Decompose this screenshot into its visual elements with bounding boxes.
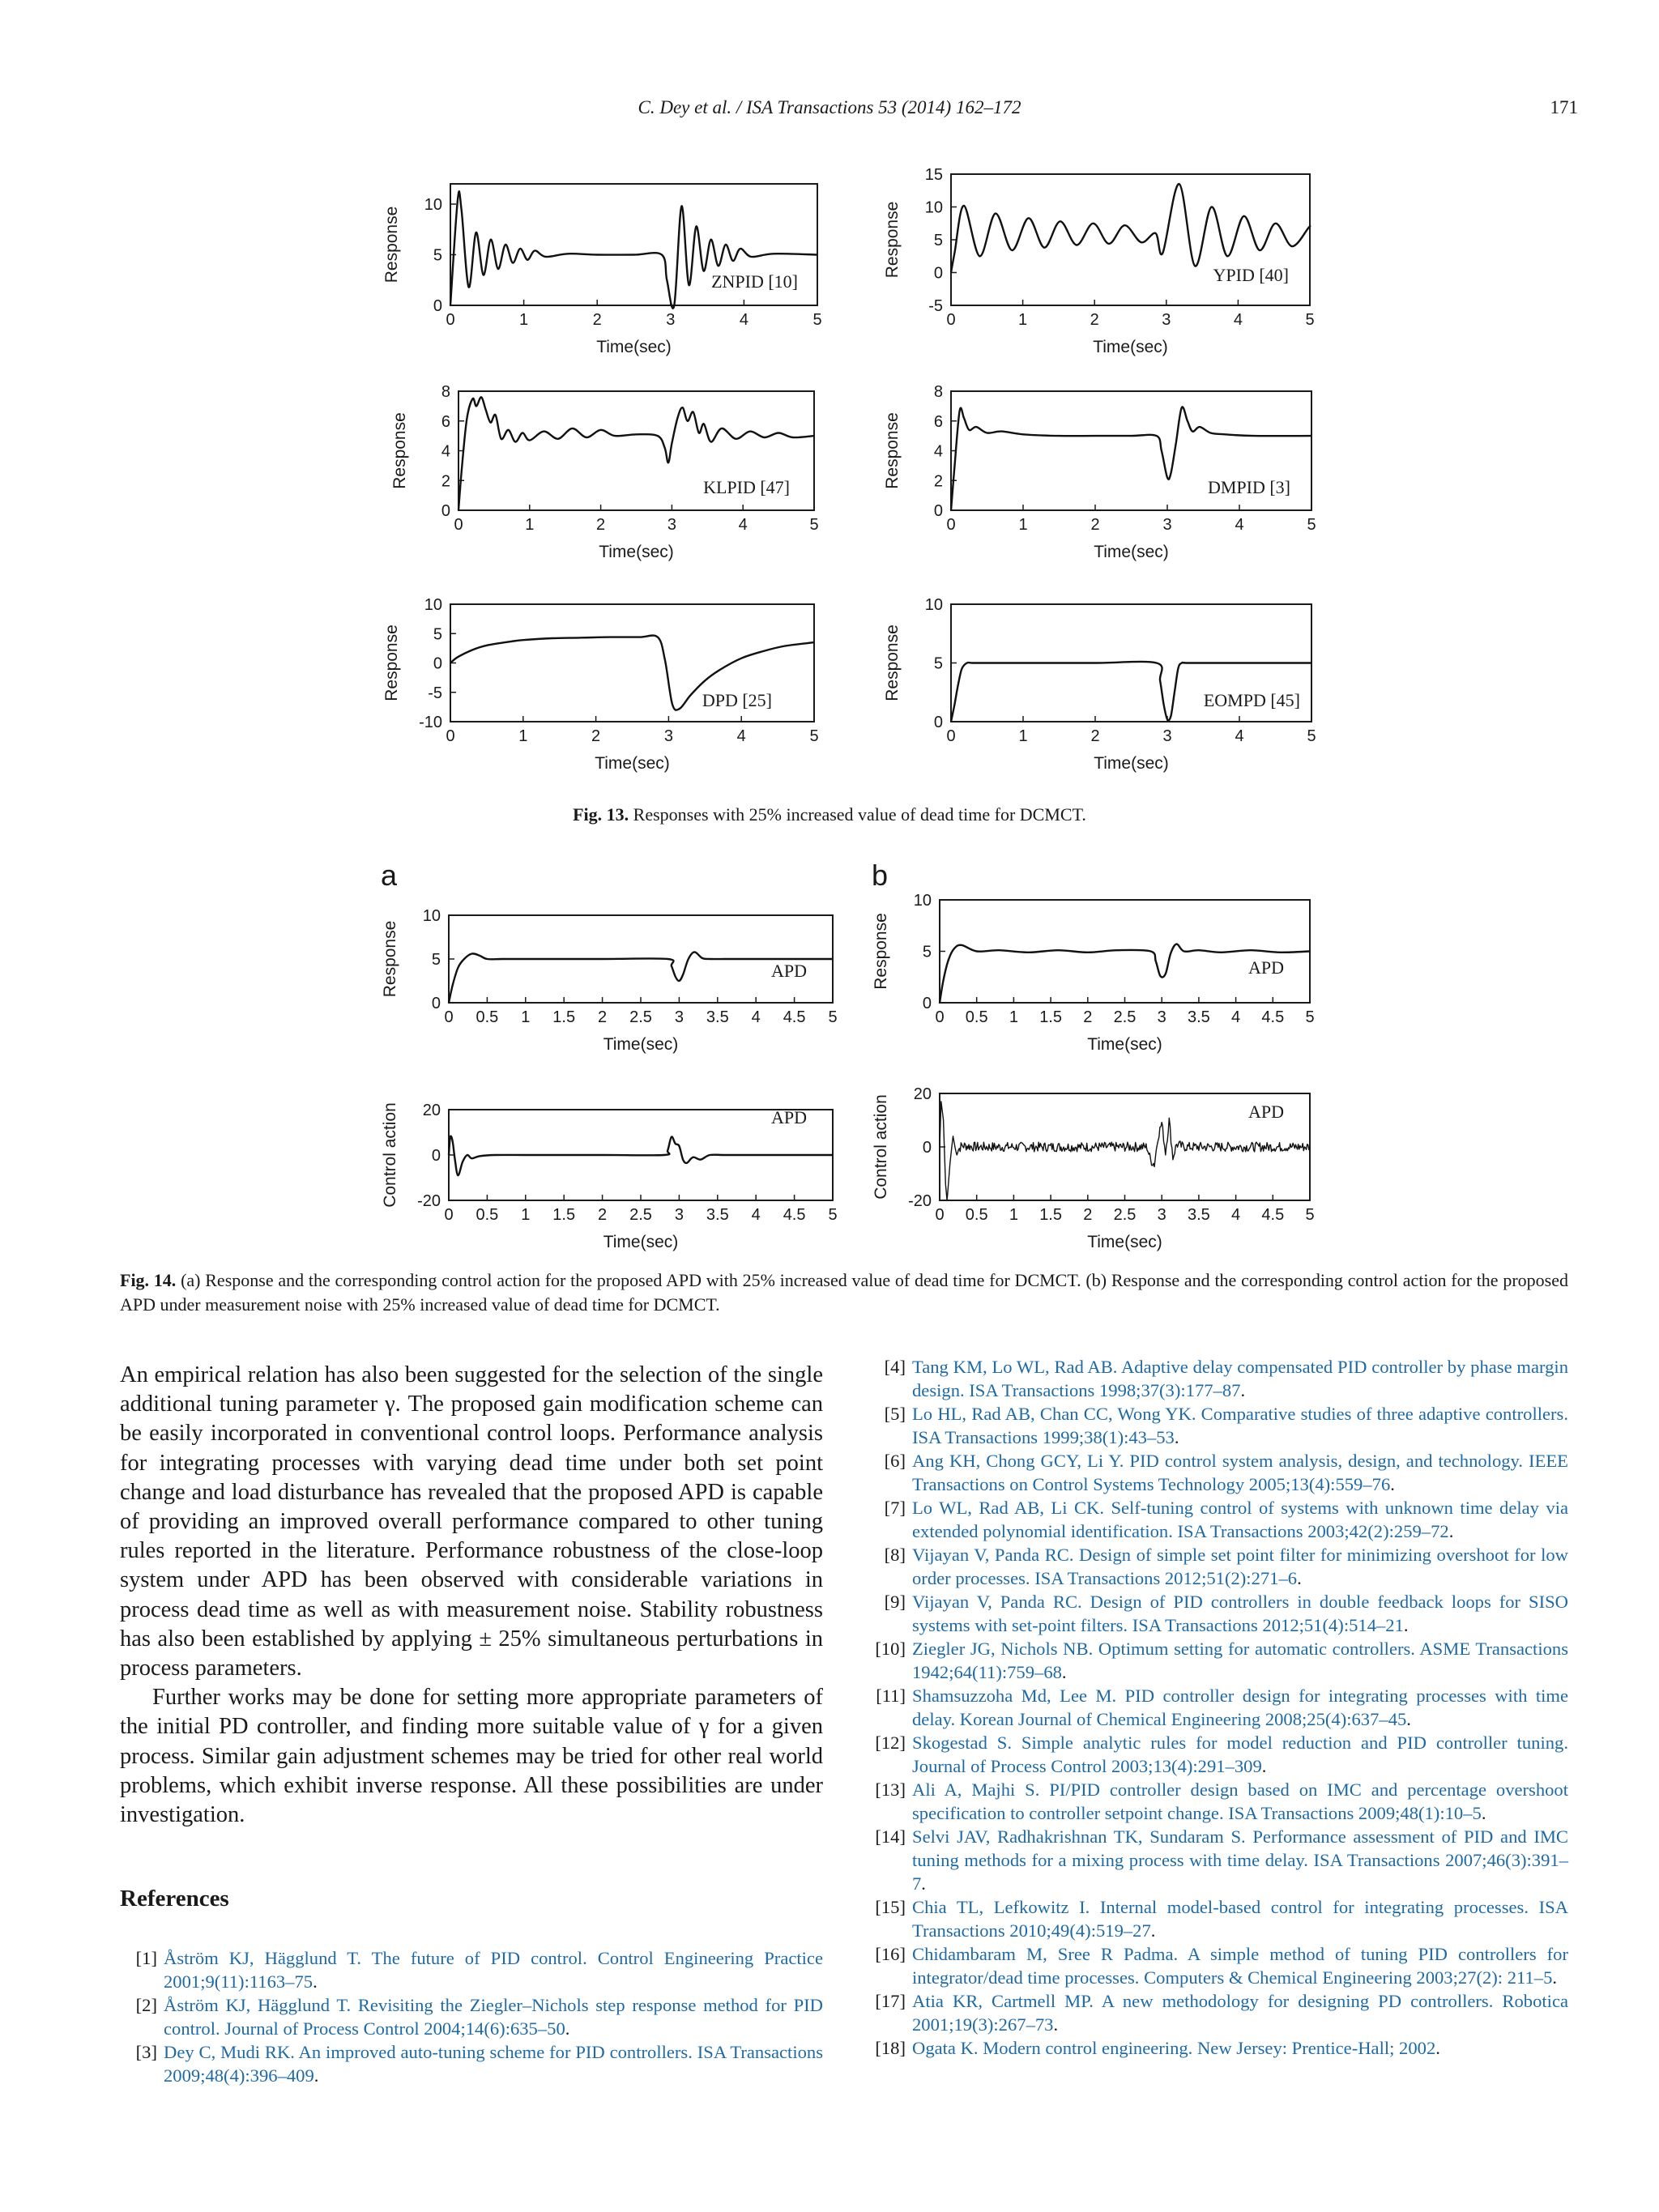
y-tick-label: 5 (433, 625, 442, 644)
x-tick-label: 4.5 (1261, 1008, 1285, 1026)
x-tick-label: 3 (1162, 727, 1172, 745)
reference-item (868, 2036, 1568, 2060)
reference-item (868, 1543, 1568, 1590)
x-axis-label: Time(sec) (1093, 338, 1168, 356)
y-tick-label: -20 (417, 1192, 441, 1210)
reference-item (868, 1895, 1568, 1942)
reference-tail: . (1297, 1568, 1302, 1588)
reference-item (868, 1778, 1568, 1825)
x-tick-label: 3.5 (1187, 1206, 1210, 1224)
fig13-caption (0, 804, 1659, 825)
x-tick-label: 2 (592, 311, 602, 329)
y-tick-label: 0 (433, 654, 442, 673)
y-axis-label: Response (883, 201, 902, 279)
y-tick-label: 5 (922, 943, 932, 961)
reference-link[interactable]: Selvi JAV, Radhakrishnan TK, Sundaram S. Performance assessment of PID and IMC tuning methods for a mixing process with time delay. ISA Transactions 2007;46(3):391–7 (912, 1826, 1568, 1894)
reference-tail: . (313, 1971, 318, 1992)
x-axis-label: Time(sec) (1094, 543, 1169, 561)
x-tick-label: 0 (935, 1206, 945, 1224)
x-tick-label: 3.5 (706, 1008, 729, 1026)
x-tick-label: 1 (521, 1206, 531, 1224)
x-tick-label: 1 (518, 727, 528, 745)
reference-number: [7] (884, 1498, 906, 1518)
body-paragraph-2: Further works may be done for setting more appropriate parameters of the initial PD controller, and finding more suitable value of γ for a given process. Similar gain adjustment schemes may be tried for other real world problems, which exhibit inverse response. All these possibilities are under investigation. (120, 1685, 823, 1828)
x-axis-label: Time(sec) (603, 1035, 679, 1054)
plot-title: DMPID [3] (1207, 477, 1290, 497)
x-tick-label: 5 (1307, 516, 1316, 534)
x-tick-label: 3 (674, 1206, 684, 1224)
x-axis-label: Time(sec) (1094, 754, 1169, 773)
reference-item (868, 1637, 1568, 1684)
x-tick-label: 1.5 (552, 1008, 576, 1026)
reference-link[interactable]: Ali A, Majhi S. PI/PID controller design based on IMC and percentage overshoot specification to controller setpoint change. ISA Transactions 2009;48(1):10–5 (912, 1779, 1568, 1823)
reference-tail: . (1448, 1521, 1454, 1541)
reference-tail: . (1435, 2038, 1440, 2058)
x-axis-label: Time(sec) (1087, 1035, 1162, 1054)
reference-number: [11] (876, 1686, 906, 1706)
y-tick-label: 15 (924, 166, 943, 184)
plot-title: EOMPD [45] (1203, 690, 1300, 710)
reference-link[interactable]: Chia TL, Lefkowitz I. Internal model-based control for integrating processes. ISA Transactions 2010;49(4):519–27 (912, 1897, 1568, 1941)
reference-tail: . (1150, 1920, 1156, 1941)
reference-number: [9] (884, 1592, 906, 1612)
y-tick-label: 10 (424, 596, 442, 614)
x-axis-label: Time(sec) (1087, 1233, 1162, 1251)
reference-number: [16] (875, 1944, 906, 1964)
x-tick-label: 5 (812, 311, 822, 329)
x-tick-label: 4.5 (783, 1008, 806, 1026)
x-tick-label: 3 (1157, 1008, 1166, 1026)
y-tick-label: 4 (933, 442, 943, 461)
x-tick-label: 1 (1018, 727, 1028, 745)
y-tick-label: 5 (933, 654, 943, 673)
body-paragraph-1: An empirical relation has also been suggested for the selection of the single additional tuning parameter γ. The proposed gain modification scheme can be easily incorporated in conventional control loops. Performance analysis for integrating processes with varying dead time under both set point change and load disturbance has revealed that the proposed APD is capable of providing an improved overall performance compared to other tuning rules reported in the literature. Performance robustness of the close-loop system under APD has been observed with considerable variations in process dead time as well as with measurement noise. Stability robustness has also been established by applying ± 25% simultaneous perturbations in process parameters. (120, 1362, 823, 1681)
x-tick-label: 0 (446, 311, 455, 329)
x-axis-label: Time(sec) (595, 754, 670, 773)
x-tick-label: 1.5 (552, 1206, 576, 1224)
y-tick-label: 10 (424, 196, 442, 214)
y-tick-label: 20 (422, 1102, 441, 1119)
references-list-right (868, 1355, 1568, 2060)
x-tick-label: 2 (1083, 1206, 1093, 1224)
y-tick-label: 5 (431, 951, 441, 969)
y-axis-label: Response (872, 913, 890, 990)
reference-item (868, 1942, 1568, 1989)
reference-tail: . (313, 2065, 319, 2086)
reference-number: [17] (875, 1991, 906, 2011)
x-tick-label: 5 (828, 1008, 838, 1026)
x-tick-label: 4 (1235, 516, 1244, 534)
y-tick-label: 6 (441, 412, 450, 431)
fig14-panel-a-label: a (381, 859, 398, 892)
x-tick-label: 0 (946, 516, 956, 534)
x-axis-label: Time(sec) (599, 543, 674, 561)
plot-title: APD (770, 961, 807, 981)
reference-link[interactable]: Skogestad S. Simple analytic rules for model reduction and PID controller tuning. Journal of Process Control 2003;13(4):291–309 (912, 1733, 1568, 1776)
y-axis-label: Response (883, 412, 902, 489)
y-tick-label: 10 (422, 907, 441, 925)
plot-title: APD (770, 1107, 807, 1127)
fig14-caption-label: Fig. 14. (120, 1270, 177, 1290)
y-tick-label: 8 (933, 383, 943, 401)
reference-item (868, 1402, 1568, 1449)
reference-number: [6] (884, 1451, 906, 1471)
y-tick-label: 0 (933, 502, 943, 520)
plot-title: YPID [40] (1213, 265, 1289, 285)
x-tick-label: 0 (444, 1206, 454, 1224)
x-tick-label: 2.5 (1113, 1206, 1137, 1224)
x-tick-label: 4 (736, 727, 746, 745)
x-tick-label: 4.5 (783, 1206, 806, 1224)
reference-item (868, 1825, 1568, 1895)
y-tick-label: -10 (419, 714, 442, 731)
x-tick-label: 0.5 (476, 1008, 499, 1026)
y-axis-label: Control action (381, 1102, 399, 1208)
reference-number: [13] (875, 1779, 906, 1800)
x-tick-label: 1 (519, 311, 529, 329)
reference-item (120, 1946, 823, 1993)
y-axis-label: Control action (872, 1094, 890, 1200)
x-tick-label: 3 (1157, 1206, 1166, 1224)
y-tick-label: 8 (441, 383, 450, 401)
x-tick-label: 0 (935, 1008, 945, 1026)
x-tick-label: 4 (738, 516, 748, 534)
reference-link[interactable]: Chidambaram M, Sree R Padma. A simple method of tuning PID controllers for integrator/dead time processes. Computers & Chemical Engineering 2003;27(2): 211–5 (912, 1944, 1568, 1988)
reference-tail: . (1053, 2014, 1059, 2035)
x-tick-label: 0.5 (965, 1206, 988, 1224)
reference-link[interactable]: Åström KJ, Hägglund T. The future of PID control. Control Engineering Practice 2001;9(11):1163–75 (164, 1948, 823, 1992)
x-tick-label: 3 (1162, 311, 1171, 329)
references-heading: References (120, 1886, 229, 1912)
x-tick-label: 4.5 (1261, 1206, 1285, 1224)
x-tick-label: 2.5 (629, 1008, 652, 1026)
x-tick-label: 4 (739, 311, 748, 329)
reference-link[interactable]: Shamsuzzoha Md, Lee M. PID controller design for integrating processes with time delay. Korean Journal of Chemical Engineering 2008;25(4):637–45 (912, 1686, 1568, 1729)
reference-number: [8] (884, 1545, 906, 1565)
y-tick-label: -20 (908, 1192, 932, 1210)
x-tick-label: 4 (1233, 311, 1243, 329)
y-axis-label: Response (883, 624, 902, 701)
y-tick-label: 0 (431, 995, 441, 1012)
reference-item (868, 1449, 1568, 1496)
reference-tail: . (1261, 1756, 1267, 1776)
reference-link[interactable]: Åström KJ, Hägglund T. Revisiting the Ziegler–Nichols step response method for PID control. Journal of Process Control 2004;14(6):635–50 (164, 1995, 823, 2039)
x-tick-label: 0.5 (965, 1008, 988, 1026)
running-header: C. Dey et al. / ISA Transactions 53 (2014) 162–172 (638, 97, 1021, 117)
reference-link[interactable]: Lo WL, Rad AB, Li CK. Self-tuning control of systems with unknown time delay via extended polynomial identification. ISA Transactions 2003;42(2):259–72 (912, 1498, 1568, 1541)
fig13-caption-label: Fig. 13. (573, 804, 629, 825)
x-tick-label: 2 (1090, 516, 1100, 534)
y-tick-label: -5 (428, 684, 442, 702)
reference-tail: . (1481, 1803, 1486, 1823)
x-tick-label: 0 (446, 727, 455, 745)
x-tick-label: 5 (828, 1206, 838, 1224)
reference-number: [12] (875, 1733, 906, 1753)
plot-title: APD (1247, 1102, 1284, 1122)
x-tick-label: 2 (591, 727, 601, 745)
reference-link[interactable]: Ogata K. Modern control engineering. New Jersey: Prentice-Hall; 2002 (912, 2038, 1436, 2058)
x-tick-label: 2 (1083, 1008, 1093, 1026)
y-tick-label: 0 (922, 1139, 932, 1157)
x-tick-label: 0 (444, 1008, 454, 1026)
reference-number: [10] (875, 1639, 906, 1659)
x-tick-label: 2 (598, 1008, 608, 1026)
reference-number: [15] (875, 1897, 906, 1917)
x-tick-label: 0 (454, 516, 463, 534)
x-tick-label: 5 (809, 516, 819, 534)
x-tick-label: 1 (1018, 516, 1028, 534)
y-tick-label: 2 (933, 472, 943, 491)
x-tick-label: 3.5 (706, 1206, 729, 1224)
y-tick-label: 2 (441, 472, 450, 491)
x-axis-label: Time(sec) (603, 1233, 679, 1251)
y-tick-label: 0 (441, 502, 450, 520)
reference-link[interactable]: Vijayan V, Panda RC. Design of PID controllers in double feedback loops for SISO systems with set-point filters. ISA Transactions 2012;51(4):514–21 (912, 1592, 1568, 1635)
reference-link[interactable]: Ziegler JG, Nichols NB. Optimum setting for automatic controllers. ASME Transactions 1942;64(11):759–68 (912, 1639, 1568, 1682)
reference-tail: . (1240, 1380, 1246, 1400)
x-tick-label: 3 (1162, 516, 1172, 534)
x-tick-label: 0 (946, 727, 956, 745)
x-tick-label: 1.5 (1039, 1206, 1063, 1224)
x-tick-label: 3 (666, 311, 676, 329)
plot-title: APD (1247, 957, 1284, 978)
conclusion-text (120, 1361, 823, 1830)
reference-item (868, 1989, 1568, 2036)
x-tick-label: 5 (1305, 311, 1315, 329)
series-line (951, 184, 1310, 272)
reference-link[interactable]: Ang KH, Chong GCY, Li Y. PID control system analysis, design, and technology. IEEE Transactions on Control Systems Technology 2005;13(4):559–76 (912, 1451, 1568, 1494)
reference-item (868, 1496, 1568, 1543)
y-tick-label: 0 (431, 1147, 441, 1165)
x-tick-label: 0 (946, 311, 956, 329)
y-tick-label: 4 (441, 442, 450, 461)
x-tick-label: 2 (596, 516, 606, 534)
series-line (449, 1136, 833, 1176)
x-tick-label: 4 (751, 1206, 761, 1224)
fig13-caption-text: Responses with 25% increased value of dead time for DCMCT. (633, 804, 1086, 825)
y-tick-label: 5 (433, 246, 442, 265)
y-tick-label: 5 (933, 232, 943, 249)
x-tick-label: 1 (525, 516, 535, 534)
x-tick-label: 3 (674, 1008, 684, 1026)
x-tick-label: 3 (663, 727, 673, 745)
reference-item (868, 1590, 1568, 1637)
y-tick-label: 10 (924, 198, 943, 217)
reference-link[interactable]: Atia KR, Cartmell MP. A new methodology for designing PD controllers. Robotica 2001;19(3):267–73 (912, 1991, 1568, 2035)
x-tick-label: 0.5 (476, 1206, 499, 1224)
reference-tail: . (1552, 1967, 1558, 1988)
reference-tail: . (921, 1873, 926, 1894)
reference-number: [14] (875, 1826, 906, 1847)
y-axis-label: Response (382, 624, 401, 701)
y-tick-label: 6 (933, 412, 943, 431)
reference-item (120, 2040, 823, 2087)
x-tick-label: 4 (1235, 727, 1244, 745)
fig14-caption (120, 1268, 1568, 1317)
y-axis-label: Response (390, 412, 409, 489)
reference-link[interactable]: Vijayan V, Panda RC. Design of simple set point filter for minimizing overshoot for low order processes. ISA Transactions 2012;51(2):271–6 (912, 1545, 1568, 1588)
x-tick-label: 2 (598, 1206, 608, 1224)
x-tick-label: 5 (1307, 727, 1316, 745)
y-tick-label: 0 (933, 264, 943, 283)
reference-item (868, 1684, 1568, 1731)
plot-title: DPD [25] (702, 690, 772, 710)
reference-link[interactable]: Tang KM, Lo WL, Rad AB. Adaptive delay compensated PID controller by phase margin design. ISA Transactions 1998;37(3):177–87 (912, 1357, 1568, 1400)
x-tick-label: 4 (1231, 1008, 1241, 1026)
y-tick-label: 20 (913, 1085, 932, 1103)
x-tick-label: 1.5 (1039, 1008, 1063, 1026)
x-tick-label: 2.5 (629, 1206, 652, 1224)
reference-number: [5] (884, 1404, 906, 1424)
x-tick-label: 1 (521, 1008, 531, 1026)
x-axis-label: Time(sec) (596, 338, 672, 356)
x-tick-label: 1 (1009, 1206, 1018, 1224)
reference-tail: . (1403, 1615, 1409, 1635)
reference-tail: . (1390, 1474, 1395, 1494)
reference-number: [3] (135, 2042, 157, 2062)
fig14-caption-text: (a) Response and the corresponding control action for the proposed APD with 25% increased value of dead time for DCMCT. (b) Response and the corresponding control action for the proposed APD under measurement noise with 25% increased value of dead time for DCMCT. (120, 1270, 1568, 1315)
reference-item (868, 1731, 1568, 1778)
x-tick-label: 2 (1090, 311, 1099, 329)
reference-tail: . (565, 2018, 570, 2039)
reference-tail: . (1061, 1662, 1067, 1682)
reference-item (868, 1355, 1568, 1402)
reference-number: [4] (884, 1357, 906, 1377)
reference-number: [2] (135, 1995, 157, 2015)
x-tick-label: 2.5 (1113, 1008, 1137, 1026)
reference-number: [1] (135, 1948, 157, 1968)
plot-title: KLPID [47] (703, 477, 790, 497)
plot-frame (951, 174, 1310, 305)
y-tick-label: -5 (928, 297, 943, 315)
x-tick-label: 1 (1009, 1008, 1018, 1026)
reference-item (120, 1993, 823, 2040)
y-axis-label: Response (381, 920, 399, 998)
x-tick-label: 5 (1305, 1206, 1315, 1224)
page-number: 171 (1550, 97, 1578, 117)
x-tick-label: 5 (1305, 1008, 1315, 1026)
x-tick-label: 3 (667, 516, 676, 534)
y-tick-label: 0 (433, 297, 442, 315)
x-tick-label: 5 (809, 727, 819, 745)
fig14-panel-b-label: b (872, 859, 889, 892)
y-tick-label: 10 (924, 596, 943, 614)
reference-link[interactable]: Dey C, Mudi RK. An improved auto-tuning scheme for PID controllers. ISA Transactions 2009;48(4):396–409 (164, 2042, 823, 2086)
x-tick-label: 4 (1231, 1206, 1241, 1224)
y-tick-label: 10 (913, 892, 932, 910)
y-tick-label: 0 (933, 714, 943, 731)
x-tick-label: 4 (751, 1008, 761, 1026)
x-tick-label: 1 (1018, 311, 1028, 329)
reference-tail: . (1406, 1709, 1411, 1729)
y-tick-label: 0 (922, 995, 932, 1012)
reference-number: [18] (875, 2038, 906, 2058)
reference-link[interactable]: Lo HL, Rad AB, Chan CC, Wong YK. Comparative studies of three adaptive controllers. ISA Transactions 1999;38(1):43–53 (912, 1404, 1568, 1447)
plot-title: ZNPID [10] (711, 271, 798, 292)
references-list-left (120, 1946, 823, 2087)
x-tick-label: 3.5 (1187, 1008, 1210, 1026)
reference-tail: . (1174, 1427, 1179, 1447)
y-axis-label: Response (382, 206, 401, 283)
x-tick-label: 2 (1090, 727, 1100, 745)
